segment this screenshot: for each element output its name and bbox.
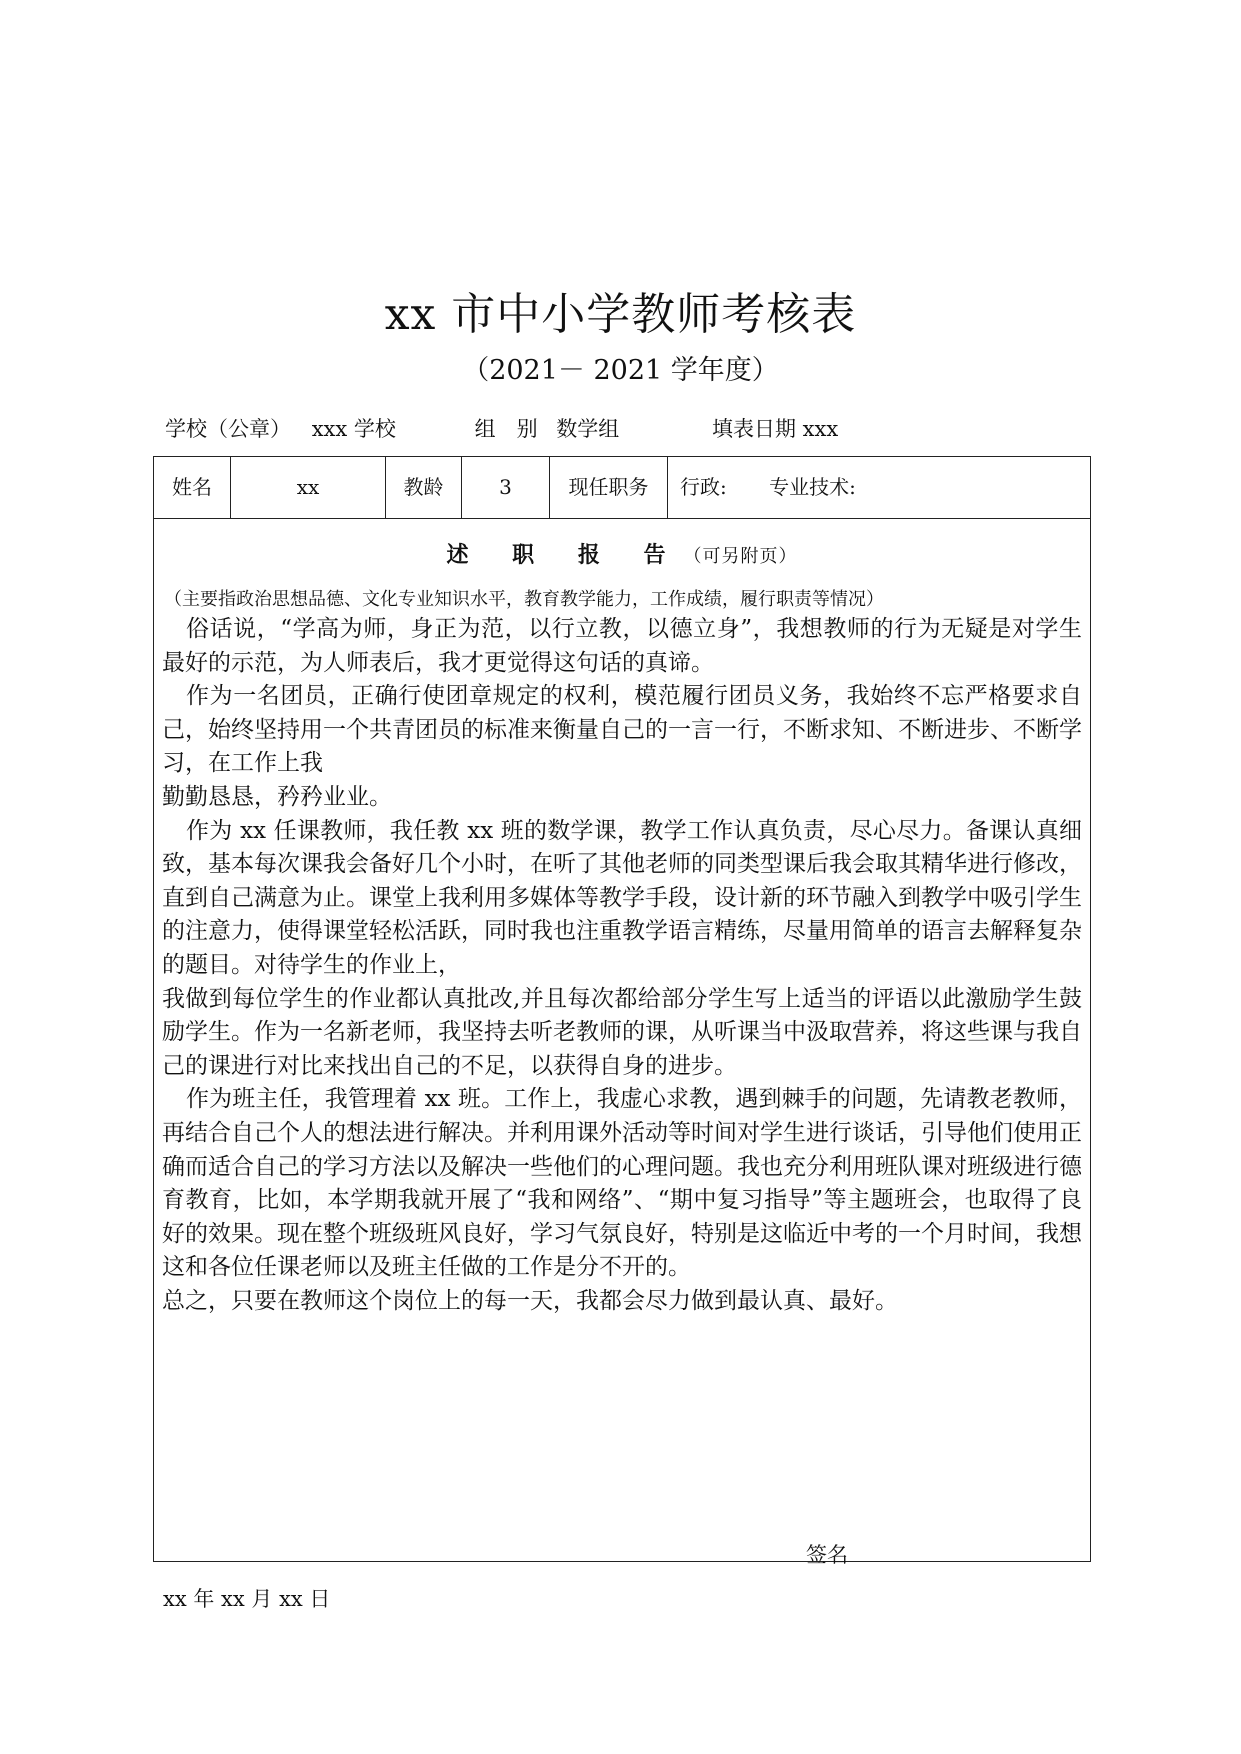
assessment-form (153, 456, 1091, 1611)
report-title-note: （可另附页） (683, 546, 798, 567)
fill-date-value: xxx (802, 417, 839, 441)
school-label: 学校（公章） (165, 417, 291, 441)
name-label: 姓名 (154, 457, 231, 518)
tech-label: 专业技术: (769, 475, 856, 499)
teaching-years-label: 教龄 (386, 457, 462, 518)
report-paragraph: 作为一名团员，正确行使团章规定的权利，模范履行团员义务，我始终不忘严格要求自己，始终坚持用一个共青团员的标准来衡量自己的一言一行，不断求知、不断进步、不断学习，在工作上我 (162, 683, 1082, 777)
info-row (154, 457, 1090, 519)
signature-label: 签名 (806, 1543, 848, 1567)
position-label: 现任职务 (550, 457, 668, 518)
report-paragraph: 作为 xx 任课教师，我任教 xx 班的数学课，教学工作认真负责，尽心尽力。备课认真细致，基本每次课我会备好几个小时，在听了其他老师的同类型课后我会取其精华进行修改，直到自己满意为止。课堂上我利用多媒体等教学手段，设计新的环节融入到教学中吸引学生的注意力，使得课堂轻松活跃，同时我也注重教学语言精练，尽量用简单的语言去解释复杂的题目。对待学生的作业上， (162, 817, 1082, 978)
report-title: 述 职 报 告 (446, 542, 684, 568)
fill-date-label: 填表日期 (711, 417, 796, 441)
report-paragraph: 俗话说，“学高为师，身正为范，以行立教，以德立身”，我想教师的行为无疑是对学生最好的示范，为人师表后，我才更觉得这句话的真谛。 (162, 616, 1082, 676)
report-date: xx 年 xx 月 xx 日 (163, 1587, 331, 1611)
report-section (154, 518, 1090, 1611)
group-value: 数学组 (556, 417, 620, 441)
academic-year: （2021－ 2021 学年度） (462, 355, 779, 386)
name-value[interactable]: xx (231, 457, 386, 518)
form-meta (165, 413, 1125, 443)
report-paragraph: 勤勤恳恳，矜矜业业。 (162, 783, 392, 810)
teaching-years-value[interactable]: 3 (462, 457, 550, 518)
report-heading (154, 538, 1090, 569)
school-value: xxx 学校 (311, 417, 396, 441)
report-paragraph: 总之，只要在教师这个岗位上的每一天，我都会尽力做到最认真、最好。 (162, 1287, 898, 1314)
group-label: 组 别 (474, 417, 538, 441)
report-instructions: （主要指政治思想品德、文化专业知识水平，教育教学能力，工作成绩，履行职责等情况） (164, 589, 884, 610)
report-paragraph: 我做到每位学生的作业都认真批改,并且每次都给部分学生写上适当的评语以此激励学生鼓励学生。作为一名新老师，我坚持去听老教师的课，从听课当中汲取营养，将这些课与我自己的课进行对比来找出自己的不足，以获得自身的进步。 (162, 985, 1082, 1079)
report-paragraph: 作为班主任，我管理着 xx 班。工作上，我虚心求教，遇到棘手的问题，先请教老教师，再结合自己个人的想法进行解决。并利用课外活动等时间对学生进行谈话，引导他们使用正确而适合自己的学习方法以及解决一些他们的心理问题。我也充分利用班队课对班级进行德育教育，比如，本学期我就开展了“我和网络”、“期中复习指导”等主题班会，也取得了良好的效果。现在整个班级班风良好，学习气氛良好，特别是这临近中考的一个月时间，我想这和各位任课老师以及班主任做的工作是分不开的。 (162, 1086, 1082, 1281)
report-body[interactable] (162, 613, 1082, 1318)
admin-label: 行政: (680, 475, 727, 499)
page-title: xx 市中小学教师考核表 (384, 289, 857, 340)
position-value[interactable] (668, 457, 1090, 518)
